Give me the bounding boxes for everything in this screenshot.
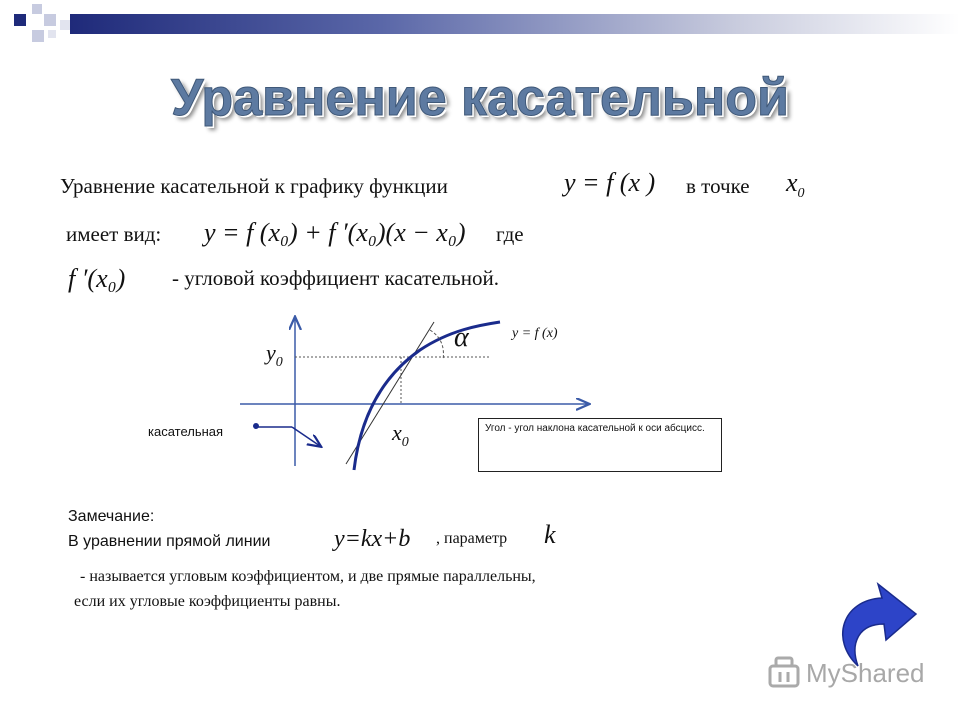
line-formula: y=kx+b <box>334 526 411 552</box>
function-formula: y = f (x ) <box>564 168 656 197</box>
watermark-text: MyShared <box>806 658 925 688</box>
tangent-label: касательная <box>148 424 224 439</box>
y0-label: $y_0$ <box>266 340 283 370</box>
remark-heading: Замечание: <box>68 508 155 525</box>
point-x0: $x_0$ <box>786 168 805 201</box>
k-symbol: k <box>544 520 556 549</box>
alpha-label: α <box>454 322 469 353</box>
derivative-formula: f ′(x₀) <box>68 264 126 293</box>
remark-line3: если их угловые коэффициенты равны. <box>74 593 341 610</box>
remark-line2: - называется угловым коэффициентом, и две прямые параллельны, <box>80 568 536 585</box>
x0-label: $x_0$ <box>392 420 409 450</box>
tangent-equation: y = f (x₀) + f ′(x₀)(x − x₀) <box>204 218 466 247</box>
function-label: y = f (x) <box>512 326 558 341</box>
definition-text: Уравнение касательной к графику функции <box>60 174 448 198</box>
has-form-text: имеет вид: <box>66 222 162 246</box>
slope-text: - угловой коэффициент касательной. <box>172 266 499 290</box>
angle-note-box: Угол - угол наклона касательной к оси абсцисс. <box>478 418 722 472</box>
remark-line1: В уравнении прямой линии <box>68 533 271 550</box>
param-text: , параметр <box>436 530 508 547</box>
slide-title: Уравнение касательной <box>170 69 790 127</box>
at-point-text: в точке <box>686 174 750 198</box>
where-text: где <box>496 222 524 246</box>
myshared-logo-icon <box>768 656 804 688</box>
